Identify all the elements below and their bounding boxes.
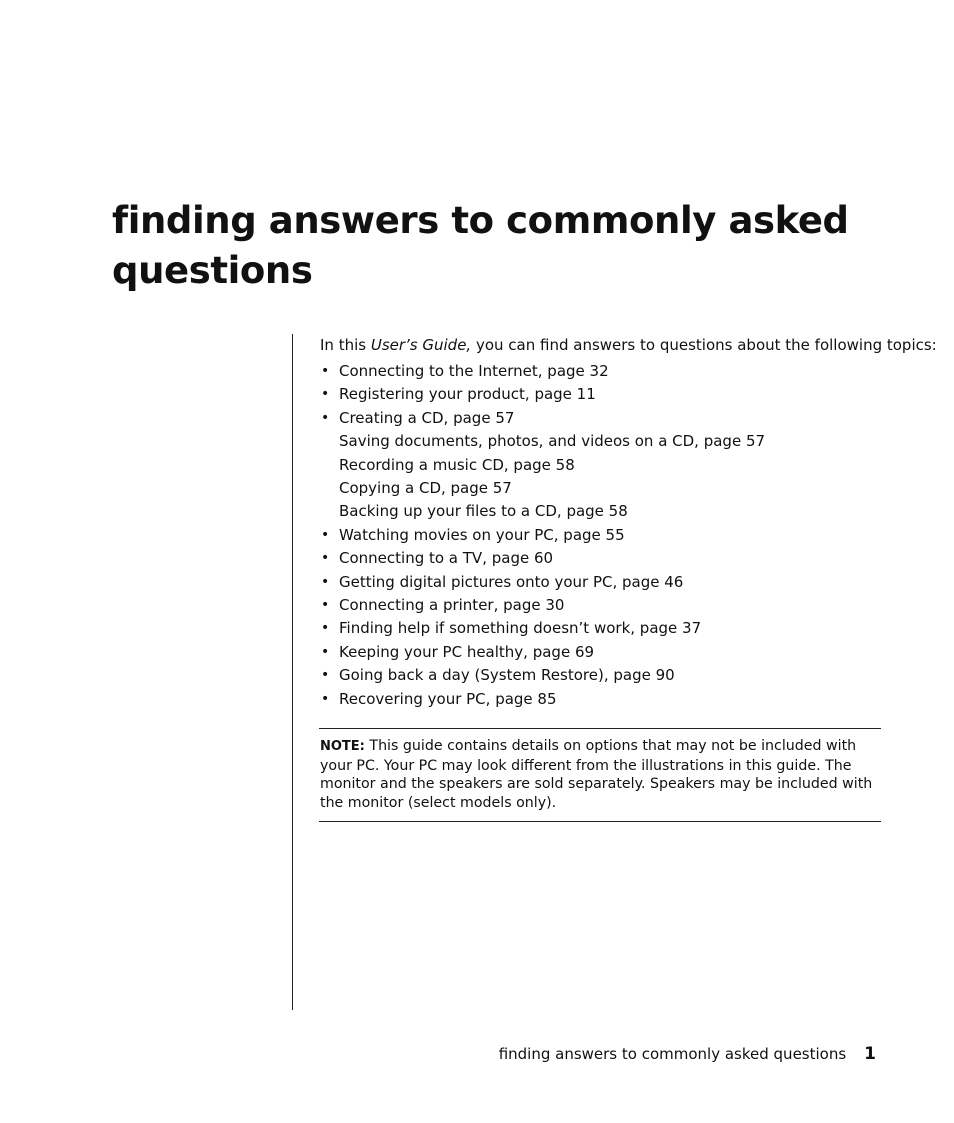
topic-item: • Connecting to a TV, page 60	[320, 547, 885, 570]
topic-item: • Connecting to the Internet, page 32	[320, 360, 885, 383]
note-box	[319, 728, 881, 822]
topic-item: • Keeping your PC healthy, page 69	[320, 641, 885, 664]
sub-topic-item: Backing up your files to a CD, page 58	[339, 502, 628, 521]
sub-topic-item: Saving documents, photos, and videos on a CD, page 57	[339, 432, 766, 451]
guide-name: User’s Guide,	[370, 336, 472, 354]
note-label: NOTE:	[320, 739, 365, 754]
topic-item: • Going back a day (System Restore), page 90	[320, 664, 885, 687]
topic-item: • Creating a CD, page 57	[320, 407, 885, 430]
topic-item: • Finding help if something doesn’t work, page 37	[320, 617, 885, 640]
topic-item: • Recovering your PC, page 85	[320, 688, 885, 711]
margin-rule	[292, 334, 293, 1010]
intro-suffix: you can find answers to questions about the following topics:	[471, 336, 937, 354]
page-footer	[499, 1044, 876, 1064]
main-content	[320, 334, 937, 711]
intro-prefix: In this	[320, 336, 371, 354]
page-number: 1	[864, 1044, 876, 1064]
running-title: finding answers to commonly asked questions	[498, 1045, 847, 1063]
topic-item: • Watching movies on your PC, page 55	[320, 524, 885, 547]
note-text: This guide contains details on options that may not be included with your PC. Your PC may look different from the illustrations in this guide. The monitor and the speakers are sold separately. Speakers may be included with the monitor (select models only).	[320, 738, 873, 811]
topic-list	[320, 360, 885, 711]
intro-paragraph	[320, 334, 937, 358]
topic-item: • Registering your product, page 11	[320, 383, 885, 406]
sub-topic-item: Recording a music CD, page 58	[339, 455, 575, 474]
topic-item: • Getting digital pictures onto your PC, page 46	[320, 571, 885, 594]
sub-topic-item: Copying a CD, page 57	[339, 479, 512, 498]
topic-item: • Connecting a printer, page 30	[320, 594, 885, 617]
chapter-title: finding answers to commonly asked questions	[112, 199, 849, 292]
